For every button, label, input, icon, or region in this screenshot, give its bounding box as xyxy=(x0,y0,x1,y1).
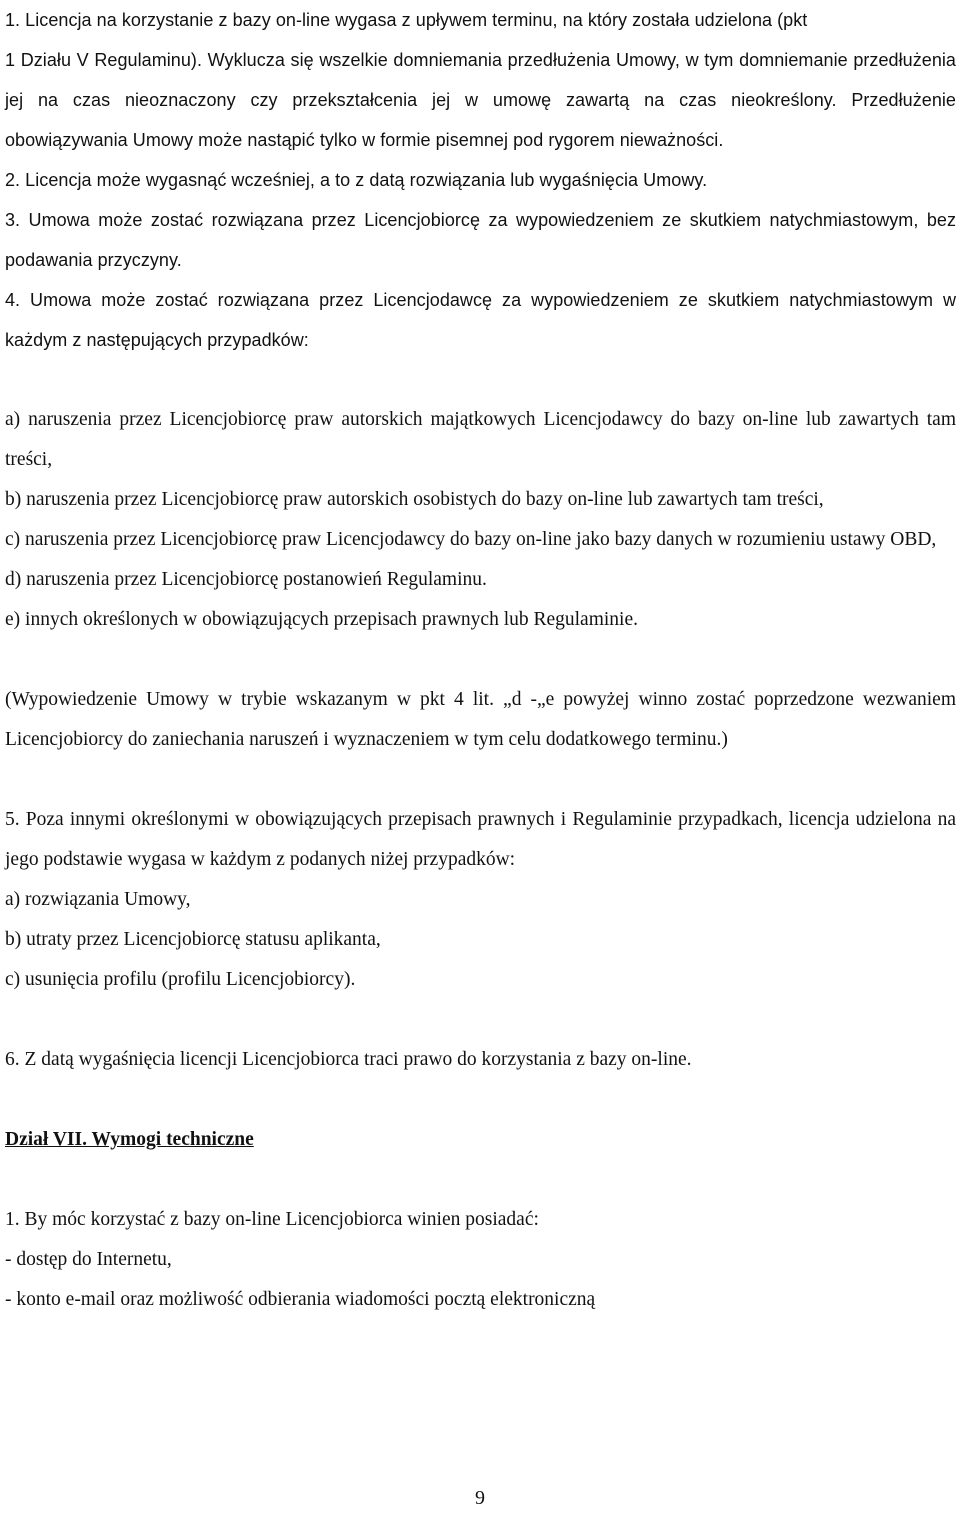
case-a: a) naruszenia przez Licencjobiorcę praw autorskich majątkowych Licencjodawcy do bazy on-line lub zawartych tam treści, xyxy=(5,409,956,470)
page-number: 9 xyxy=(475,1487,485,1509)
spacer xyxy=(5,1080,956,1120)
paragraph-3: 3. Umowa może zostać rozwiązana przez Licencjobiorcę za wypowiedzeniem ze skutkiem natychmiastowym, bez podawania przyczyny. xyxy=(5,210,956,270)
section-heading: Dział VII. Wymogi techniczne xyxy=(5,1129,254,1150)
spacer xyxy=(5,760,956,800)
case-b: b) naruszenia przez Licencjobiorcę praw autorskich osobistych do bazy on-line lub zawartych tam treści, xyxy=(5,489,824,510)
requirement-item: - konto e-mail oraz możliwość odbierania wiadomości pocztą elektroniczną xyxy=(5,1289,596,1310)
paragraph-6: 6. Z datą wygaśnięcia licencji Licencjobiorca traci prawo do korzystania z bazy on-line. xyxy=(5,1049,692,1070)
spacer xyxy=(5,640,956,680)
case-d: d) naruszenia przez Licencjobiorcę postanowień Regulaminu. xyxy=(5,569,487,590)
spacer xyxy=(5,360,956,400)
paragraph-5-item-b: b) utraty przez Licencjobiorcę statusu aplikanta, xyxy=(5,929,381,950)
document-page xyxy=(5,0,956,1320)
termination-note: (Wypowiedzenie Umowy w trybie wskazanym w pkt 4 lit. „d -„e powyżej winno zostać poprzedzone wezwaniem Licencjobiorcy do zaniechania naruszeń i wyznaczeniem w tym celu dodatkowego terminu.) xyxy=(5,689,956,750)
requirement-item: - dostęp do Internetu, xyxy=(5,1249,172,1270)
paragraph-1: 1 Działu V Regulaminu). Wyklucza się wszelkie domniemania przedłużenia Umowy, w tym domniemanie przedłużenia jej na czas nieoznaczony czy przekształcenia jej w umowę zawartą na czas nieokreślony. Przedłużenie obowiązywania Umowy może nastąpić tylko w formie pisemnej pod rygorem nieważności. xyxy=(5,50,956,150)
spacer xyxy=(5,1000,956,1040)
case-c: c) naruszenia przez Licencjobiorcę praw Licencjodawcy do bazy on-line jako bazy danych w rozumieniu ustawy OBD, xyxy=(5,529,937,550)
case-e: e) innych określonych w obowiązujących przepisach prawnych lub Regulaminie. xyxy=(5,609,638,630)
paragraph-4: 4. Umowa może zostać rozwiązana przez Licencjodawcę za wypowiedzeniem ze skutkiem natychmiastowym w każdym z następujących przypadków: xyxy=(5,290,956,350)
spacer xyxy=(5,1160,956,1200)
paragraph-2: 2. Licencja może wygasnąć wcześniej, a to z datą rozwiązania lub wygaśnięcia Umowy. xyxy=(5,170,708,190)
requirements-intro: 1. By móc korzystać z bazy on-line Licencjobiorca winien posiadać: xyxy=(5,1209,539,1230)
paragraph-1-first-line: 1. Licencja na korzystanie z bazy on-line wygasa z upływem terminu, na który została udzielona (pkt xyxy=(5,10,808,30)
paragraph-5-item-a: a) rozwiązania Umowy, xyxy=(5,889,191,910)
paragraph-5-intro: 5. Poza innymi określonymi w obowiązujących przepisach prawnych i Regulaminie przypadkach, licencja udzielona na jego podstawie wygasa w każdym z podanych niżej przypadków: xyxy=(5,809,956,870)
paragraph-5-item-c: c) usunięcia profilu (profilu Licencjobiorcy). xyxy=(5,969,356,990)
